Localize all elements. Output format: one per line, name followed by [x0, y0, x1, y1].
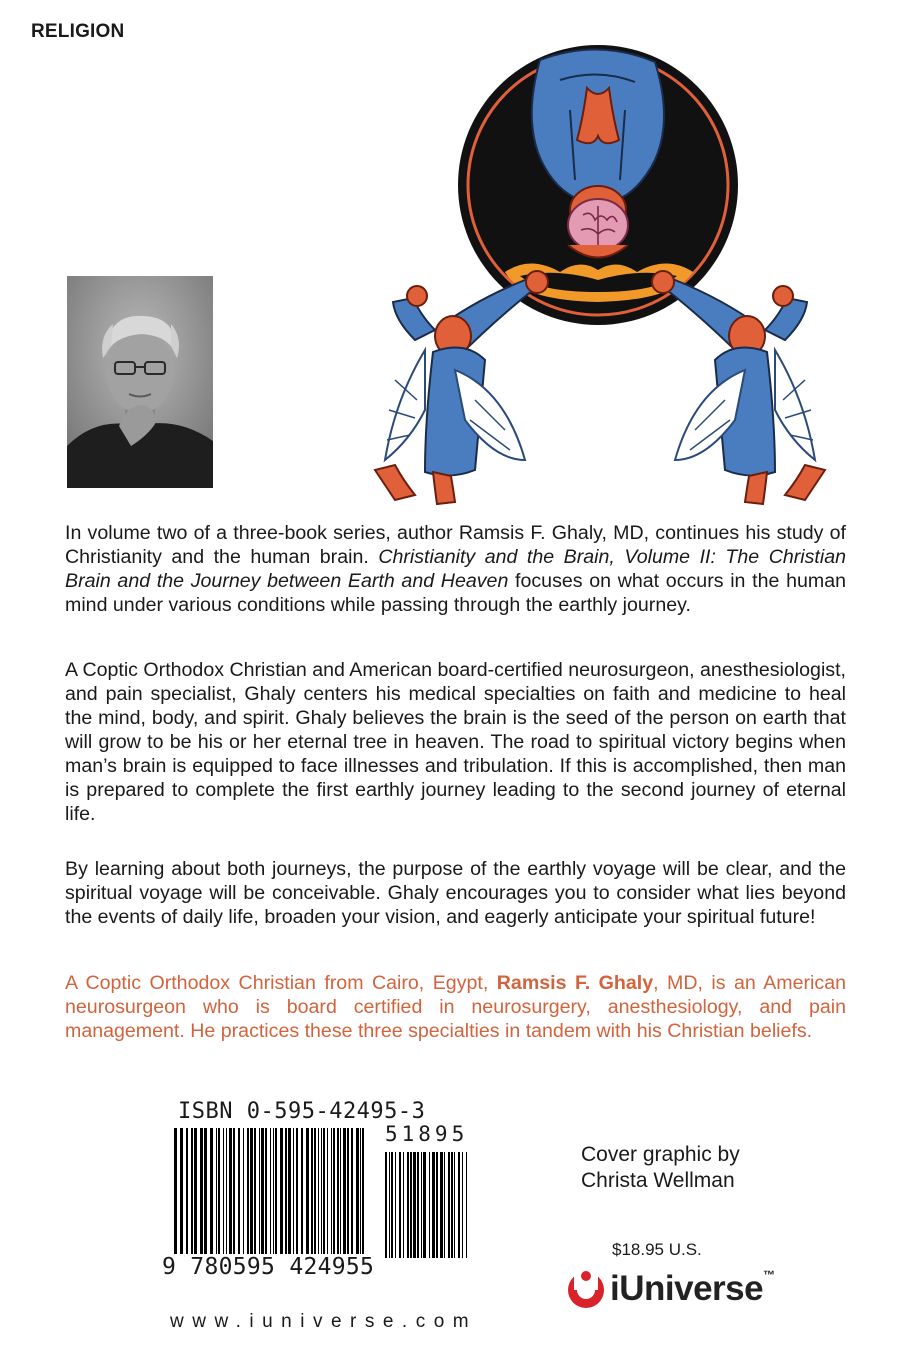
isbn-label: ISBN 0-595-42495-3	[178, 1099, 426, 1124]
ean-digits: 9 780595 424955	[162, 1254, 375, 1280]
author-name: Ramsis F. Ghaly	[496, 972, 654, 994]
barcode-bar	[360, 1128, 361, 1258]
barcode-bar	[413, 1152, 416, 1258]
barcode-bar	[410, 1152, 412, 1258]
barcode-bar	[250, 1128, 253, 1258]
barcode-bar	[254, 1128, 256, 1258]
barcode-bar	[458, 1152, 460, 1258]
barcode-bar	[423, 1152, 426, 1258]
barcode-bar	[210, 1128, 213, 1258]
description-paragraph-3: By learning about both journeys, the purpose of the earthly voyage will be clear, and the spiritual voyage will be conceivable. Ghaly encourages you to consider what lies beyond the events of daily life, broaden your vision, and eagerly anticipate your spiritual future!	[65, 858, 846, 928]
barcode-bar	[436, 1152, 438, 1258]
barcode-bar	[451, 1152, 453, 1258]
description-paragraph-2: A Coptic Orthodox Christian and American board-certified neurosurgeon, anesthesiologist, and pain specialist, Ghaly centers his medical specialties on faith and medicine to heal the mind, body, and spirit. Ghaly believes the brain is the seed of the person on earth that will grow to be his or her eternal tree in heaven. The road to spiritual victory begins when man’s brain is equipped to face illnesses and tribulation. If this is accomplished, then man is prepared to complete the first earthly journey leading to the second journey of eternal life.	[65, 659, 846, 825]
barcode-bar	[440, 1152, 443, 1258]
barcode-bar	[191, 1128, 193, 1258]
barcode-bar	[403, 1152, 404, 1258]
publisher-logo	[566, 1268, 775, 1312]
barcode-bar	[385, 1152, 387, 1258]
barcode-bar	[280, 1128, 283, 1258]
barcode-bar	[261, 1128, 264, 1258]
barcode-bar	[259, 1128, 260, 1258]
barcode-bar	[233, 1128, 235, 1258]
barcode-bar	[454, 1152, 455, 1258]
barcode-bar	[343, 1128, 346, 1258]
barcode-bar	[216, 1128, 217, 1258]
barcode-bar	[321, 1128, 322, 1258]
barcode-bar	[407, 1152, 409, 1258]
price-barcode	[385, 1152, 470, 1276]
barcode-bar	[247, 1128, 249, 1258]
para1-text-b: focuses on what occurs in the human mind under various conditions while passing through the earthly journey.	[65, 570, 846, 616]
barcode-bar	[444, 1152, 445, 1258]
barcode-bar	[306, 1128, 309, 1258]
publisher-name: iUniverse	[610, 1269, 764, 1308]
barcode-bar	[327, 1128, 328, 1258]
barcode-bar	[391, 1152, 393, 1258]
book-title-italic: Christianity and the Brain, Volume II: The Christian Brain and the Journey between Earth and Heaven	[65, 546, 847, 592]
barcode-bar	[275, 1128, 277, 1258]
cover-credit	[581, 1142, 740, 1194]
barcode-bar	[448, 1152, 450, 1258]
barcode-bar	[311, 1128, 313, 1258]
barcode-bar	[417, 1152, 419, 1258]
barcode-bar	[204, 1128, 207, 1258]
iuniverse-logo-icon	[566, 1268, 606, 1310]
barcode-bar	[186, 1128, 188, 1258]
barcode-bar	[356, 1128, 359, 1258]
barcode-bar	[429, 1152, 430, 1258]
barcode-bar	[340, 1128, 341, 1258]
barcode-bar	[318, 1128, 319, 1258]
barcode-bar	[362, 1128, 364, 1258]
price-code-digits: 51895	[385, 1122, 469, 1146]
author-photo	[67, 276, 213, 488]
barcode-bar	[462, 1152, 463, 1258]
barcode-bar	[399, 1152, 401, 1258]
barcode-bar	[395, 1152, 396, 1258]
barcode-bar	[389, 1152, 390, 1258]
bio-text-before: A Coptic Orthodox Christian from Cairo, Egypt,	[65, 972, 497, 994]
cover-illustration	[355, 40, 845, 520]
barcode-bar	[226, 1128, 227, 1258]
barcode-bar	[331, 1128, 332, 1258]
barcode-bar	[194, 1128, 197, 1258]
cover-credit-line-2: Christa Wellman	[581, 1169, 735, 1192]
barcode-bar	[421, 1152, 422, 1258]
barcode-bar	[333, 1128, 335, 1258]
category-label: RELIGION	[31, 21, 125, 42]
barcode-bar	[223, 1128, 224, 1258]
barcode-bar	[288, 1128, 291, 1258]
barcode-bar	[273, 1128, 274, 1258]
website-url: www.iuniverse.com	[170, 1311, 478, 1332]
barcode-bar	[314, 1128, 316, 1258]
barcode-bar	[351, 1128, 353, 1258]
barcode-bar	[218, 1128, 220, 1258]
para1-text-a: In volume two of a three-book series, author Ramsis F. Ghaly, MD, continues his study of Christianity and the human brain.	[65, 522, 846, 568]
barcode-bar	[243, 1128, 244, 1258]
barcode-bar	[293, 1128, 294, 1258]
barcode-bar	[323, 1128, 325, 1258]
barcode-bar	[238, 1128, 240, 1258]
trademark-symbol: ™	[763, 1268, 776, 1282]
cover-credit-line-1: Cover graphic by	[581, 1143, 740, 1166]
barcode-bar	[200, 1128, 203, 1258]
bio-text-after: , MD, is an American neurosurgeon who is board certified in neurosurgery, anesthesiology, and pain management. He practices these three specialties in tandem with his Christian beliefs.	[65, 972, 846, 1042]
price: $18.95 U.S.	[612, 1240, 702, 1259]
barcode-bar	[265, 1128, 267, 1258]
barcode-bar	[466, 1152, 467, 1258]
barcode-bar	[285, 1128, 287, 1258]
description-paragraph-1	[65, 521, 846, 617]
barcode-bar	[347, 1128, 349, 1258]
author-bio	[65, 971, 846, 1043]
barcode-bar	[270, 1128, 271, 1258]
barcode-bar	[337, 1128, 339, 1258]
barcode-bar	[229, 1128, 232, 1258]
barcode-bar	[432, 1152, 435, 1258]
